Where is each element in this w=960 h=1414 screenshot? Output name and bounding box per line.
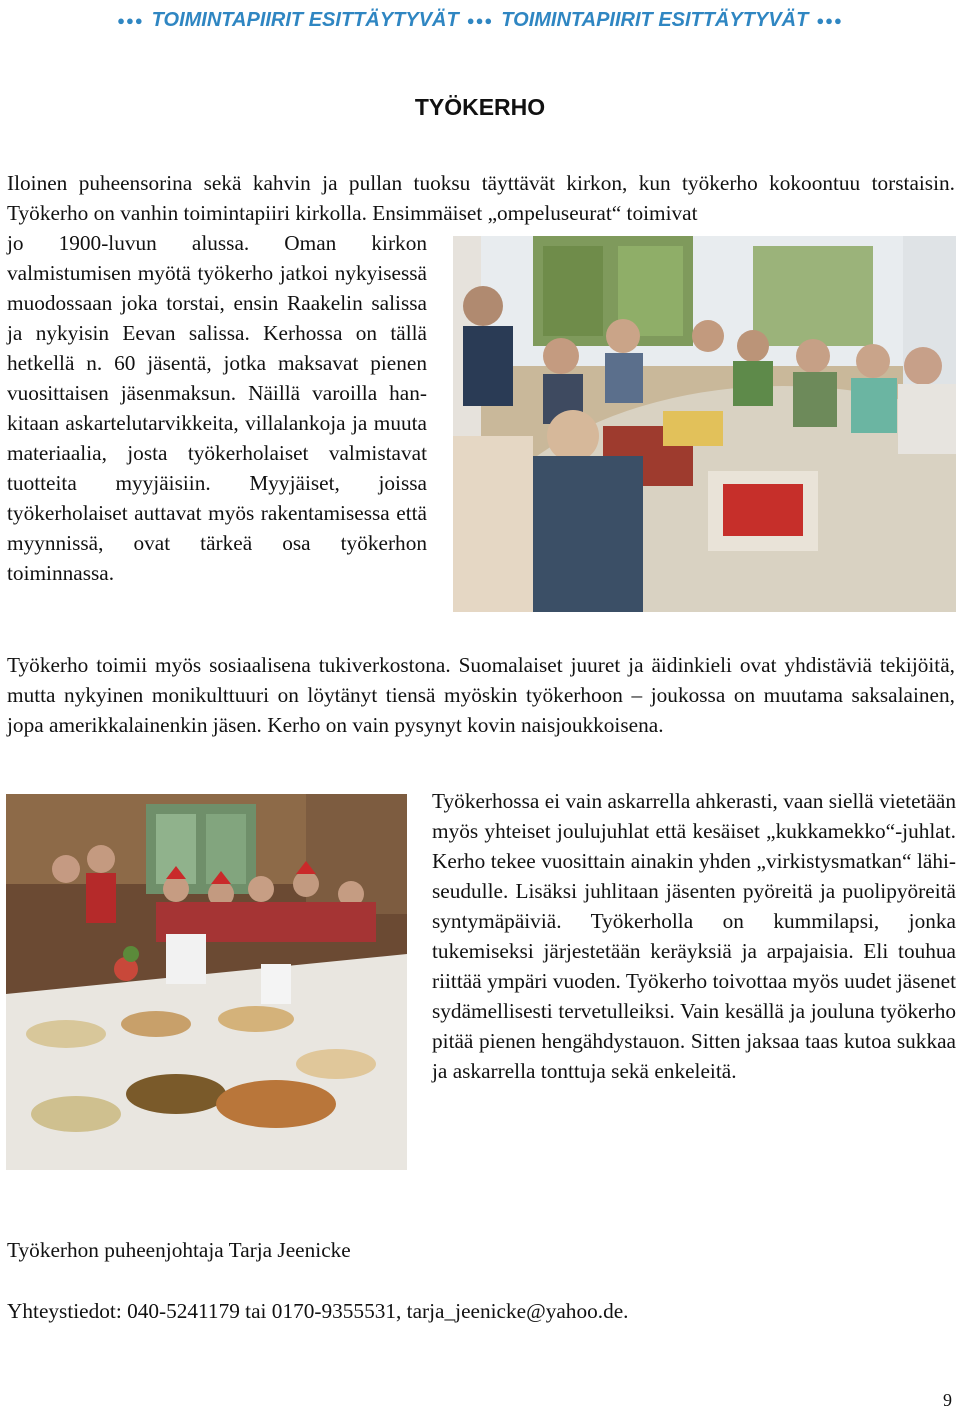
page-number: 9 [943, 1390, 952, 1410]
christmas-party-photo [6, 794, 407, 1170]
banner-text: TOIMINTAPIIRIT ESITTÄYTYVÄT [151, 8, 459, 31]
banner-dots: ●●● [117, 12, 144, 28]
banner-text: TOIMINTAPIIRIT ESITTÄYTYVÄT [501, 8, 809, 31]
intro-paragraph: Iloinen puheensorina sekä kahvin ja pullan tuoksu täyttävät kirkon, kun työkerho kokoontuu torstaisin. Työkerho on vanhin toimintapiiri kirkolla. Ensimmäiset „ompeluseurat“ toimivat [7, 171, 955, 225]
events-paragraph: Työkerhossa ei vain askarrella ahkerasti, vaan siellä vietetään myös yhteiset joulujuhlat että kesäiset „kukkamekko“-juhlat. Kerho tekee vuosittain ainakin yhden „virkistysmatkan“ lähiseudulle. Lisäksi juhlitaan jäsenten pyöreitä ja puolipyöreitä syntymäpäiviä. Työkerholla on kummilapsi, jonka tukemiseksi järjestetään keräyksiä ja arpajaisia. Eli touhua riittää ympäri vuoden. Työkerho toivottaa myös uudet jäsenet sydämellisesti tervetulleiksi. Vain kesällä ja jouluna työkerho pitää pienen hengähdystauon. Sitten jaksaa taas kutoa sukkaa ja askarrella tonttuja sekä enkeleitä. [432, 789, 956, 1083]
contact-info: Yhteystiedot: 040-5241179 tai 0170-9355531, tarja_jeenicke@yahoo.de. [7, 1299, 629, 1323]
chairperson-line: Työkerhon puheenjohtaja Tarja Jeenicke [7, 1238, 351, 1262]
craft-club-photo [453, 236, 956, 612]
banner-dots: ●●● [466, 12, 494, 28]
social-paragraph: Työkerho toimii myös sosiaalisena tukiverkostona. Suomalaiset juuret ja äidinkieli ovat yhdistäviä tekijöitä, mutta nykyinen monikulttuuri on löytänyt tiensä myöskin työkerhoon – joukossa on muutama saksalainen, jopa amerikkalainenkin jäsen. Kerho on vain pysynyt kovin naisjoukkoisena. [7, 653, 955, 737]
section-banner [0, 2, 960, 38]
banner-dots: ●●● [816, 12, 843, 28]
article-title: TYÖKERHO [414, 94, 546, 120]
history-paragraph: jo 1900-luvun alussa. Oman kirkon valmistumisen myötä työkerho jatkoi nykyisessä muodossaan joka torstai, ensin Raakelin salissa ja nykyisin Eevan salissa. Kerhossa on tällä hetkellä n. 60 jäsentä, jotka maksavat pienen vuosittaisen jäsenmaksun. Näillä varoilla hankitaan askartelutarvikkeita, villalankoja ja muuta materiaalia, josta työkerholaiset valmistavat tuotteita myyjäisiin. Myyjäiset, joissa työkerholaiset auttavat myös rakentamisessa että myynnissä, ovat tärkeä osa työkerhon toiminnassa. [7, 231, 427, 585]
